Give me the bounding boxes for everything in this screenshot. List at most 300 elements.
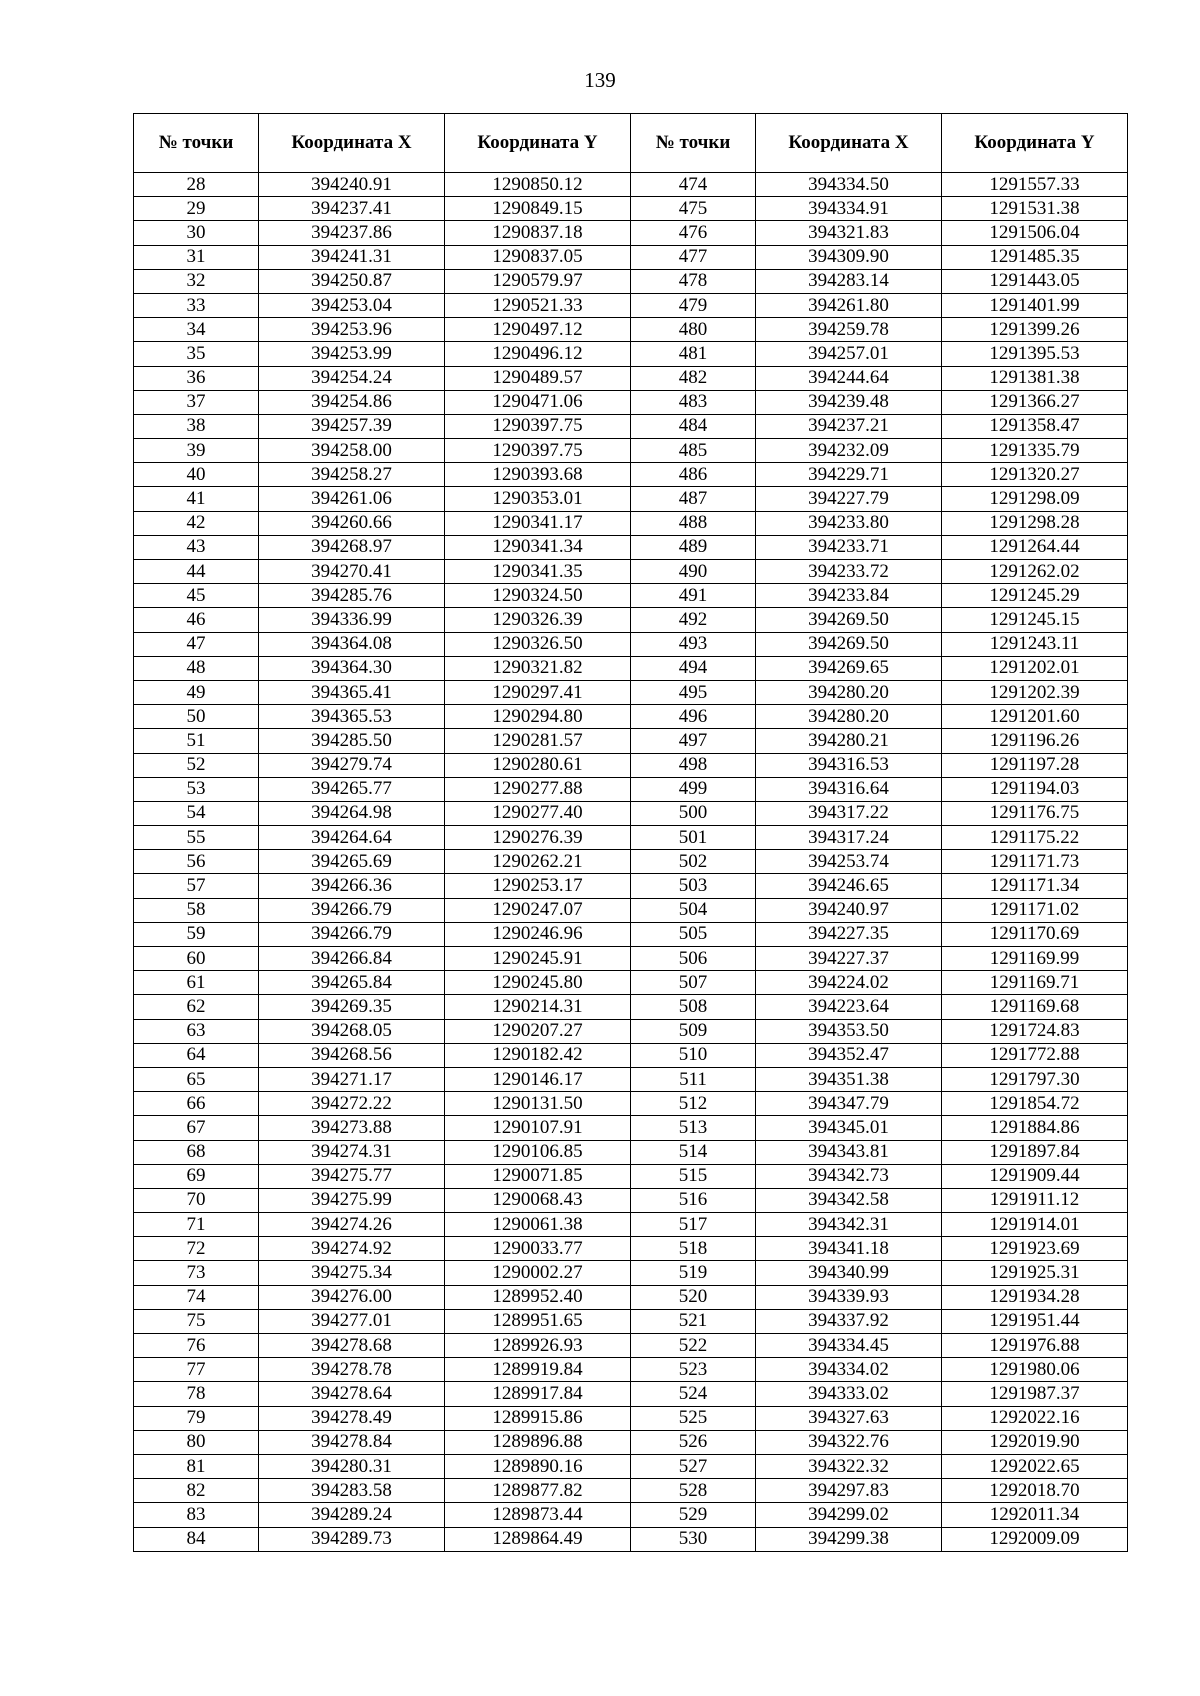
cell-coordinate-x-left: 394275.99: [259, 1188, 445, 1212]
cell-point-number-right: 491: [631, 584, 756, 608]
cell-coordinate-y-right: 1291171.73: [942, 850, 1128, 874]
cell-coordinate-x-left: 394269.35: [259, 995, 445, 1019]
cell-coordinate-y-left: 1290002.27: [445, 1261, 631, 1285]
cell-coordinate-y-left: 1290146.17: [445, 1067, 631, 1091]
header-point-number-left: № точки: [134, 114, 259, 173]
cell-coordinate-y-left: 1290182.42: [445, 1043, 631, 1067]
table-body: [134, 173, 1128, 1552]
cell-coordinate-x-right: 394269.65: [756, 656, 942, 680]
cell-coordinate-y-right: 1291262.02: [942, 560, 1128, 584]
cell-coordinate-x-right: 394337.92: [756, 1309, 942, 1333]
cell-coordinate-y-left: 1290106.85: [445, 1140, 631, 1164]
cell-coordinate-y-right: 1291914.01: [942, 1213, 1128, 1237]
cell-coordinate-y-right: 1291951.44: [942, 1309, 1128, 1333]
cell-coordinate-x-left: 394258.27: [259, 463, 445, 487]
table-row: [134, 850, 1128, 874]
cell-point-number-left: 66: [134, 1092, 259, 1116]
cell-coordinate-x-right: 394340.99: [756, 1261, 942, 1285]
table-row: [134, 1334, 1128, 1358]
cell-coordinate-x-right: 394342.58: [756, 1188, 942, 1212]
cell-point-number-right: 475: [631, 197, 756, 221]
table-row: [134, 1116, 1128, 1140]
cell-point-number-left: 58: [134, 898, 259, 922]
cell-coordinate-y-right: 1291170.69: [942, 922, 1128, 946]
cell-coordinate-x-right: 394316.64: [756, 777, 942, 801]
cell-coordinate-x-left: 394274.92: [259, 1237, 445, 1261]
cell-coordinate-x-right: 394297.83: [756, 1479, 942, 1503]
cell-coordinate-y-right: 1291911.12: [942, 1188, 1128, 1212]
cell-point-number-right: 484: [631, 414, 756, 438]
table-row: [134, 1503, 1128, 1527]
cell-coordinate-x-left: 394336.99: [259, 608, 445, 632]
cell-coordinate-y-left: 1289873.44: [445, 1503, 631, 1527]
cell-coordinate-x-left: 394365.53: [259, 705, 445, 729]
cell-coordinate-x-right: 394246.65: [756, 874, 942, 898]
cell-point-number-left: 56: [134, 850, 259, 874]
cell-point-number-right: 496: [631, 705, 756, 729]
cell-point-number-right: 519: [631, 1261, 756, 1285]
cell-coordinate-y-left: 1289952.40: [445, 1285, 631, 1309]
cell-coordinate-x-left: 394364.30: [259, 656, 445, 680]
cell-point-number-right: 479: [631, 293, 756, 317]
cell-point-number-left: 83: [134, 1503, 259, 1527]
table-row: [134, 173, 1128, 197]
cell-coordinate-y-right: 1291980.06: [942, 1358, 1128, 1382]
cell-coordinate-x-left: 394275.34: [259, 1261, 445, 1285]
cell-coordinate-x-left: 394237.86: [259, 221, 445, 245]
cell-point-number-right: 518: [631, 1237, 756, 1261]
cell-coordinate-y-left: 1290326.39: [445, 608, 631, 632]
cell-coordinate-y-right: 1292019.90: [942, 1430, 1128, 1454]
cell-coordinate-y-right: 1291335.79: [942, 439, 1128, 463]
cell-coordinate-x-left: 394254.24: [259, 366, 445, 390]
cell-point-number-left: 29: [134, 197, 259, 221]
table-row: [134, 705, 1128, 729]
cell-coordinate-x-left: 394275.77: [259, 1164, 445, 1188]
table-row: [134, 1382, 1128, 1406]
cell-point-number-left: 50: [134, 705, 259, 729]
cell-point-number-left: 77: [134, 1358, 259, 1382]
table-row: [134, 1188, 1128, 1212]
cell-point-number-left: 49: [134, 680, 259, 704]
cell-coordinate-x-right: 394342.73: [756, 1164, 942, 1188]
cell-coordinate-x-right: 394334.45: [756, 1334, 942, 1358]
cell-point-number-right: 516: [631, 1188, 756, 1212]
cell-coordinate-y-left: 1289877.82: [445, 1479, 631, 1503]
cell-coordinate-y-right: 1291925.31: [942, 1261, 1128, 1285]
cell-coordinate-y-right: 1292022.16: [942, 1406, 1128, 1430]
header-coordinate-x-left: Координата X: [259, 114, 445, 173]
cell-coordinate-y-right: 1291909.44: [942, 1164, 1128, 1188]
cell-coordinate-x-right: 394322.32: [756, 1454, 942, 1478]
cell-point-number-left: 34: [134, 318, 259, 342]
cell-point-number-right: 487: [631, 487, 756, 511]
cell-coordinate-x-left: 394272.22: [259, 1092, 445, 1116]
cell-point-number-right: 520: [631, 1285, 756, 1309]
cell-coordinate-y-right: 1291175.22: [942, 826, 1128, 850]
cell-coordinate-y-left: 1290393.68: [445, 463, 631, 487]
cell-point-number-right: 498: [631, 753, 756, 777]
cell-point-number-right: 528: [631, 1479, 756, 1503]
cell-point-number-right: 515: [631, 1164, 756, 1188]
table-row: [134, 463, 1128, 487]
table-row: [134, 1261, 1128, 1285]
cell-coordinate-y-right: 1291772.88: [942, 1043, 1128, 1067]
cell-coordinate-y-left: 1289926.93: [445, 1334, 631, 1358]
cell-coordinate-x-left: 394278.68: [259, 1334, 445, 1358]
cell-point-number-left: 59: [134, 922, 259, 946]
cell-point-number-right: 500: [631, 801, 756, 825]
table-row: [134, 995, 1128, 1019]
cell-point-number-left: 74: [134, 1285, 259, 1309]
cell-coordinate-x-left: 394254.86: [259, 390, 445, 414]
cell-point-number-right: 517: [631, 1213, 756, 1237]
cell-coordinate-y-left: 1290281.57: [445, 729, 631, 753]
cell-point-number-left: 61: [134, 971, 259, 995]
cell-coordinate-y-right: 1291884.86: [942, 1116, 1128, 1140]
cell-coordinate-y-right: 1291897.84: [942, 1140, 1128, 1164]
table-row: [134, 221, 1128, 245]
cell-coordinate-x-left: 394266.79: [259, 898, 445, 922]
table-row: [134, 729, 1128, 753]
page-number: 139: [584, 68, 616, 92]
cell-coordinate-y-right: 1291169.99: [942, 947, 1128, 971]
cell-coordinate-y-left: 1290496.12: [445, 342, 631, 366]
cell-coordinate-x-left: 394271.17: [259, 1067, 445, 1091]
table-row: [134, 245, 1128, 269]
cell-point-number-right: 490: [631, 560, 756, 584]
cell-coordinate-y-left: 1290246.96: [445, 922, 631, 946]
cell-coordinate-y-left: 1290253.17: [445, 874, 631, 898]
cell-coordinate-y-right: 1291176.75: [942, 801, 1128, 825]
cell-coordinate-y-right: 1291395.53: [942, 342, 1128, 366]
cell-coordinate-y-left: 1290297.41: [445, 680, 631, 704]
cell-point-number-left: 44: [134, 560, 259, 584]
cell-coordinate-x-left: 394277.01: [259, 1309, 445, 1333]
cell-coordinate-y-left: 1290277.40: [445, 801, 631, 825]
cell-point-number-right: 495: [631, 680, 756, 704]
cell-coordinate-x-left: 394274.26: [259, 1213, 445, 1237]
coordinates-table: [133, 113, 1128, 1552]
cell-point-number-left: 80: [134, 1430, 259, 1454]
table-row: [134, 366, 1128, 390]
cell-coordinate-x-right: 394322.76: [756, 1430, 942, 1454]
cell-point-number-right: 511: [631, 1067, 756, 1091]
cell-coordinate-x-right: 394334.02: [756, 1358, 942, 1382]
cell-point-number-right: 482: [631, 366, 756, 390]
cell-point-number-left: 54: [134, 801, 259, 825]
cell-coordinate-x-left: 394265.77: [259, 777, 445, 801]
cell-point-number-left: 42: [134, 511, 259, 535]
cell-coordinate-x-left: 394237.41: [259, 197, 445, 221]
cell-coordinate-y-left: 1289890.16: [445, 1454, 631, 1478]
cell-point-number-left: 60: [134, 947, 259, 971]
table-header-row: [134, 114, 1128, 173]
cell-coordinate-x-right: 394280.21: [756, 729, 942, 753]
header-coordinate-y-left: Координата Y: [445, 114, 631, 173]
cell-point-number-right: 521: [631, 1309, 756, 1333]
cell-coordinate-x-right: 394233.84: [756, 584, 942, 608]
cell-coordinate-x-right: 394345.01: [756, 1116, 942, 1140]
table-row: [134, 898, 1128, 922]
header-coordinate-y-right: Координата Y: [942, 114, 1128, 173]
cell-point-number-right: 499: [631, 777, 756, 801]
cell-coordinate-y-left: 1289917.84: [445, 1382, 631, 1406]
cell-point-number-right: 481: [631, 342, 756, 366]
cell-point-number-right: 509: [631, 1019, 756, 1043]
cell-coordinate-y-left: 1290061.38: [445, 1213, 631, 1237]
cell-point-number-left: 76: [134, 1334, 259, 1358]
table-row: [134, 971, 1128, 995]
cell-point-number-left: 71: [134, 1213, 259, 1237]
cell-coordinate-y-left: 1290071.85: [445, 1164, 631, 1188]
cell-coordinate-x-right: 394233.71: [756, 535, 942, 559]
cell-coordinate-x-right: 394299.02: [756, 1503, 942, 1527]
cell-coordinate-x-right: 394339.93: [756, 1285, 942, 1309]
cell-coordinate-y-left: 1290850.12: [445, 173, 631, 197]
cell-point-number-left: 64: [134, 1043, 259, 1067]
cell-point-number-right: 483: [631, 390, 756, 414]
cell-point-number-left: 65: [134, 1067, 259, 1091]
cell-coordinate-x-right: 394317.24: [756, 826, 942, 850]
table-row: [134, 293, 1128, 317]
cell-point-number-left: 68: [134, 1140, 259, 1164]
cell-coordinate-x-right: 394269.50: [756, 632, 942, 656]
cell-coordinate-x-left: 394278.84: [259, 1430, 445, 1454]
cell-point-number-left: 40: [134, 463, 259, 487]
cell-coordinate-y-right: 1291264.44: [942, 535, 1128, 559]
cell-point-number-right: 512: [631, 1092, 756, 1116]
cell-point-number-left: 47: [134, 632, 259, 656]
cell-coordinate-y-left: 1290521.33: [445, 293, 631, 317]
cell-coordinate-y-left: 1290321.82: [445, 656, 631, 680]
cell-point-number-left: 48: [134, 656, 259, 680]
cell-coordinate-y-left: 1290276.39: [445, 826, 631, 850]
cell-point-number-right: 478: [631, 269, 756, 293]
cell-coordinate-x-left: 394274.31: [259, 1140, 445, 1164]
table-row: [134, 1358, 1128, 1382]
cell-coordinate-y-left: 1289951.65: [445, 1309, 631, 1333]
cell-coordinate-x-right: 394233.72: [756, 560, 942, 584]
table-row: [134, 1406, 1128, 1430]
cell-point-number-right: 529: [631, 1503, 756, 1527]
cell-coordinate-y-left: 1290262.21: [445, 850, 631, 874]
cell-point-number-right: 503: [631, 874, 756, 898]
table-row: [134, 753, 1128, 777]
cell-point-number-left: 63: [134, 1019, 259, 1043]
cell-coordinate-x-right: 394353.50: [756, 1019, 942, 1043]
cell-coordinate-y-right: 1291443.05: [942, 269, 1128, 293]
table-row: [134, 1527, 1128, 1551]
cell-coordinate-x-right: 394299.38: [756, 1527, 942, 1551]
cell-coordinate-y-left: 1290294.80: [445, 705, 631, 729]
cell-point-number-right: 494: [631, 656, 756, 680]
cell-coordinate-x-right: 394333.02: [756, 1382, 942, 1406]
cell-coordinate-x-left: 394241.31: [259, 245, 445, 269]
cell-point-number-left: 75: [134, 1309, 259, 1333]
cell-coordinate-x-right: 394316.53: [756, 753, 942, 777]
cell-point-number-left: 79: [134, 1406, 259, 1430]
cell-coordinate-x-left: 394253.99: [259, 342, 445, 366]
cell-coordinate-y-right: 1291506.04: [942, 221, 1128, 245]
table-row: [134, 874, 1128, 898]
cell-coordinate-x-right: 394283.14: [756, 269, 942, 293]
cell-coordinate-x-left: 394266.36: [259, 874, 445, 898]
cell-coordinate-y-left: 1290068.43: [445, 1188, 631, 1212]
cell-coordinate-y-left: 1290341.17: [445, 511, 631, 535]
cell-coordinate-x-right: 394280.20: [756, 705, 942, 729]
table-row: [134, 560, 1128, 584]
cell-point-number-right: 485: [631, 439, 756, 463]
cell-point-number-left: 82: [134, 1479, 259, 1503]
cell-coordinate-y-right: 1291202.01: [942, 656, 1128, 680]
cell-coordinate-y-right: 1291557.33: [942, 173, 1128, 197]
cell-coordinate-x-left: 394278.64: [259, 1382, 445, 1406]
cell-coordinate-y-right: 1291320.27: [942, 463, 1128, 487]
cell-coordinate-x-left: 394278.78: [259, 1358, 445, 1382]
cell-coordinate-x-left: 394240.91: [259, 173, 445, 197]
cell-coordinate-y-left: 1290489.57: [445, 366, 631, 390]
cell-coordinate-y-right: 1291531.38: [942, 197, 1128, 221]
table-row: [134, 1237, 1128, 1261]
cell-point-number-right: 486: [631, 463, 756, 487]
cell-coordinate-y-left: 1290837.05: [445, 245, 631, 269]
cell-coordinate-y-right: 1291245.29: [942, 584, 1128, 608]
cell-point-number-left: 69: [134, 1164, 259, 1188]
cell-point-number-right: 480: [631, 318, 756, 342]
cell-point-number-right: 508: [631, 995, 756, 1019]
cell-point-number-left: 73: [134, 1261, 259, 1285]
cell-coordinate-x-right: 394321.83: [756, 221, 942, 245]
table-row: [134, 1285, 1128, 1309]
table-row: [134, 1019, 1128, 1043]
table-row: [134, 777, 1128, 801]
table-row: [134, 608, 1128, 632]
cell-coordinate-x-left: 394279.74: [259, 753, 445, 777]
table-row: [134, 197, 1128, 221]
cell-point-number-left: 41: [134, 487, 259, 511]
cell-coordinate-y-left: 1290245.91: [445, 947, 631, 971]
cell-point-number-left: 67: [134, 1116, 259, 1140]
cell-point-number-right: 497: [631, 729, 756, 753]
cell-point-number-left: 45: [134, 584, 259, 608]
cell-point-number-right: 493: [631, 632, 756, 656]
cell-point-number-right: 501: [631, 826, 756, 850]
cell-coordinate-x-left: 394266.84: [259, 947, 445, 971]
cell-coordinate-x-left: 394268.56: [259, 1043, 445, 1067]
cell-coordinate-x-left: 394268.97: [259, 535, 445, 559]
cell-coordinate-x-right: 394237.21: [756, 414, 942, 438]
cell-coordinate-x-left: 394250.87: [259, 269, 445, 293]
cell-coordinate-x-right: 394244.64: [756, 366, 942, 390]
cell-point-number-right: 510: [631, 1043, 756, 1067]
cell-coordinate-y-left: 1290397.75: [445, 414, 631, 438]
cell-coordinate-y-right: 1291243.11: [942, 632, 1128, 656]
cell-point-number-right: 502: [631, 850, 756, 874]
cell-point-number-left: 78: [134, 1382, 259, 1406]
cell-coordinate-x-left: 394258.00: [259, 439, 445, 463]
cell-coordinate-y-right: 1292009.09: [942, 1527, 1128, 1551]
cell-coordinate-y-right: 1291202.39: [942, 680, 1128, 704]
cell-coordinate-x-right: 394280.20: [756, 680, 942, 704]
cell-coordinate-y-right: 1292022.65: [942, 1454, 1128, 1478]
cell-coordinate-x-right: 394253.74: [756, 850, 942, 874]
cell-coordinate-x-left: 394264.98: [259, 801, 445, 825]
table-row: [134, 390, 1128, 414]
table-row: [134, 1043, 1128, 1067]
table-row: [134, 439, 1128, 463]
cell-coordinate-x-right: 394227.35: [756, 922, 942, 946]
table-row: [134, 1092, 1128, 1116]
cell-coordinate-y-right: 1291485.35: [942, 245, 1128, 269]
cell-coordinate-y-right: 1291401.99: [942, 293, 1128, 317]
cell-coordinate-y-right: 1291245.15: [942, 608, 1128, 632]
cell-coordinate-x-right: 394229.71: [756, 463, 942, 487]
cell-coordinate-x-left: 394285.50: [259, 729, 445, 753]
cell-coordinate-y-left: 1290341.35: [445, 560, 631, 584]
cell-point-number-left: 62: [134, 995, 259, 1019]
cell-coordinate-x-left: 394289.73: [259, 1527, 445, 1551]
cell-coordinate-x-left: 394280.31: [259, 1454, 445, 1478]
cell-point-number-left: 53: [134, 777, 259, 801]
table-row: [134, 414, 1128, 438]
cell-coordinate-y-right: 1291201.60: [942, 705, 1128, 729]
cell-coordinate-y-left: 1289864.49: [445, 1527, 631, 1551]
cell-point-number-left: 32: [134, 269, 259, 293]
cell-coordinate-y-right: 1291298.28: [942, 511, 1128, 535]
table-row: [134, 680, 1128, 704]
cell-point-number-right: 523: [631, 1358, 756, 1382]
cell-point-number-right: 492: [631, 608, 756, 632]
header-coordinate-x-right: Координата X: [756, 114, 942, 173]
cell-coordinate-x-right: 394239.48: [756, 390, 942, 414]
table-row: [134, 1140, 1128, 1164]
table-row: [134, 1479, 1128, 1503]
table-row: [134, 1454, 1128, 1478]
cell-coordinate-y-right: 1291923.69: [942, 1237, 1128, 1261]
table-row: [134, 487, 1128, 511]
table-row: [134, 1213, 1128, 1237]
cell-point-number-left: 81: [134, 1454, 259, 1478]
cell-coordinate-x-right: 394261.80: [756, 293, 942, 317]
table-row: [134, 511, 1128, 535]
cell-coordinate-x-right: 394233.80: [756, 511, 942, 535]
cell-point-number-left: 38: [134, 414, 259, 438]
cell-coordinate-y-left: 1290277.88: [445, 777, 631, 801]
cell-point-number-right: 474: [631, 173, 756, 197]
cell-coordinate-x-right: 394257.01: [756, 342, 942, 366]
cell-coordinate-x-left: 394283.58: [259, 1479, 445, 1503]
cell-point-number-right: 488: [631, 511, 756, 535]
cell-point-number-right: 506: [631, 947, 756, 971]
cell-point-number-right: 527: [631, 1454, 756, 1478]
cell-point-number-right: 507: [631, 971, 756, 995]
table-row: [134, 1164, 1128, 1188]
cell-coordinate-y-right: 1291854.72: [942, 1092, 1128, 1116]
cell-coordinate-x-right: 394269.50: [756, 608, 942, 632]
cell-point-number-left: 57: [134, 874, 259, 898]
table-row: [134, 922, 1128, 946]
cell-point-number-left: 30: [134, 221, 259, 245]
cell-coordinate-y-left: 1290280.61: [445, 753, 631, 777]
cell-coordinate-x-left: 394278.49: [259, 1406, 445, 1430]
cell-coordinate-x-left: 394260.66: [259, 511, 445, 535]
cell-point-number-right: 524: [631, 1382, 756, 1406]
cell-coordinate-x-left: 394257.39: [259, 414, 445, 438]
cell-point-number-right: 513: [631, 1116, 756, 1140]
cell-coordinate-x-right: 394334.50: [756, 173, 942, 197]
cell-coordinate-x-right: 394224.02: [756, 971, 942, 995]
